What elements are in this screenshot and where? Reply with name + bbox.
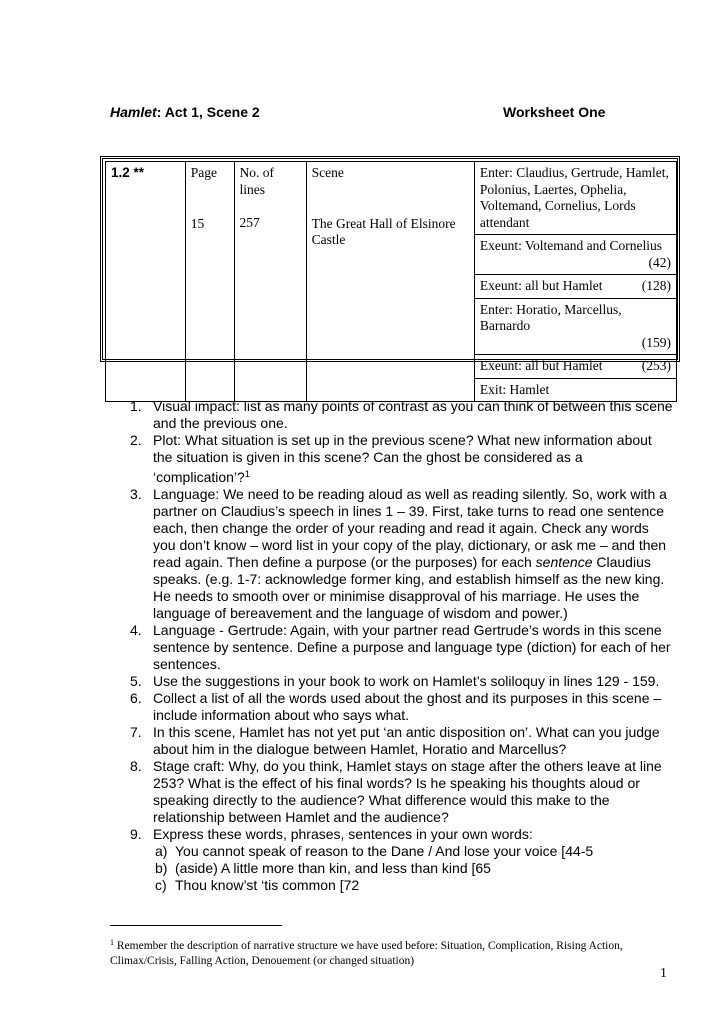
entry-row: Exeunt: all but Hamlet (128)	[474, 275, 676, 299]
worksheet-label: Worksheet One	[503, 104, 606, 120]
entry-row: Enter: Claudius, Gertrude, Hamlet, Polonius, Laertes, Ophelia, Voltemand, Cornelius, Lords attendant	[474, 162, 676, 235]
footnote-text: Remember the description of narrative structure we have used before: Situation, Complication, Rising Action, Climax/Crisis, Falling Action, Denouement (or changed situation)	[110, 940, 623, 967]
question-item: 4. Language - Gertrude: Again, with your partner read Gertrude’s words in this scene sentence by sentence. Define a purpose and language type (diction) for each of her sentences.	[130, 622, 671, 672]
question-item: 5. Use the suggestions in your book to work on Hamlet’s soliloquy in lines 129 - 159.	[130, 673, 660, 689]
sub-question-list	[153, 843, 673, 894]
entry-row: Exeunt: Voltemand and Cornelius (42)	[474, 235, 676, 275]
footnote-separator	[110, 925, 282, 926]
page-cell	[185, 162, 234, 402]
question-item: 2. Plot: What situation is set up in the previous scene? What new information about the situation is given in this scene? Can the ghost be considered as a ‘complication’?$^1$	[130, 432, 652, 485]
entry-line-ref: (253)	[641, 358, 671, 373]
question-item: 9. Express these words, phrases, sentences in your own words: a) You cannot speak of reason to the Dane / And lose your voice [44-5 b) (aside) A little more than kin, and less than kind [65 c) Thou know’st ‘tis common [72	[153, 826, 673, 894]
entry-line-ref: (42)	[648, 254, 671, 270]
lines-label: No. of lines	[239, 165, 274, 197]
lines-cell	[234, 162, 306, 402]
title	[110, 104, 260, 120]
sub-question-item: a) You cannot speak of reason to the Dane / And lose your voice [44-5	[155, 843, 594, 859]
footnote-ref: 1	[244, 469, 250, 479]
sub-question-item: c) Thou know’st ‘tis common [72	[155, 877, 360, 893]
entry-line-ref: (159)	[641, 334, 671, 350]
question-item: 6. Collect a list of all the words used about the ghost and its purposes in this scene – include information about who says what.	[130, 690, 662, 723]
scene-label: Scene	[311, 165, 344, 180]
question-item: 7. In this scene, Hamlet has not yet put ‘an antic disposition on’. What can you judge about him in the dialogue between Hamlet, Horatio and Marcellus?	[130, 724, 660, 757]
question-item: 8. Stage craft: Why, do you think, Hamlet stays on stage after the others leave at line 253? What is the effect of his final words? Is he speaking his thoughts aloud or speaking directly to the audience? What difference would this make to the relationship between Hamlet and the audience?	[130, 758, 662, 825]
page-value: 15	[190, 215, 205, 231]
scene-value: The Great Hall of Elsinore Castle	[311, 215, 456, 247]
entry-row: Exit: Hamlet	[474, 378, 676, 402]
page-label: Page	[190, 165, 218, 180]
scene-cell	[306, 162, 474, 402]
play-title: Hamlet	[110, 104, 157, 120]
entry-line-ref: (128)	[641, 278, 671, 293]
lines-value: 257	[239, 215, 260, 230]
page-number: 1	[660, 966, 667, 981]
entry-row: Exeunt: all but Hamlet (253)	[474, 355, 676, 379]
act-scene: : Act 1, Scene 2	[156, 104, 260, 120]
question-item: 3. Language: We need to be reading aloud as well as reading silently. So, work with a partner on Claudius’s speech in lines 1 – 39. First, take turns to read one sentence each, then change the order of your reading and read it again. Check any words you don’t know – word list in your copy of the play, dictionary, or ask me – and then read again. Then define a purpose (or the purposes) for each sentence Claudius speaks. (e.g. 1-7: acknowledge former king, and establish himself as the new king. He needs to smooth over or minimise disapproval of his marriage. He uses the language of bereavement and the language of wisdom and power.)	[130, 486, 667, 621]
scene-info-table	[100, 156, 680, 397]
sub-question-item: b) (aside) A little more than kin, and less than kind [65	[155, 860, 491, 876]
footnote	[110, 935, 670, 969]
scene-ref: 1.2 **	[106, 162, 186, 402]
entry-row: Enter: Horatio, Marcellus, Barnardo (159)	[474, 298, 676, 355]
question-list	[130, 398, 673, 894]
question-item: 1. Visual impact: list as many points of contrast as you can think of between this scene and the previous one.	[130, 398, 673, 431]
footnote-mark: 1	[110, 938, 114, 947]
